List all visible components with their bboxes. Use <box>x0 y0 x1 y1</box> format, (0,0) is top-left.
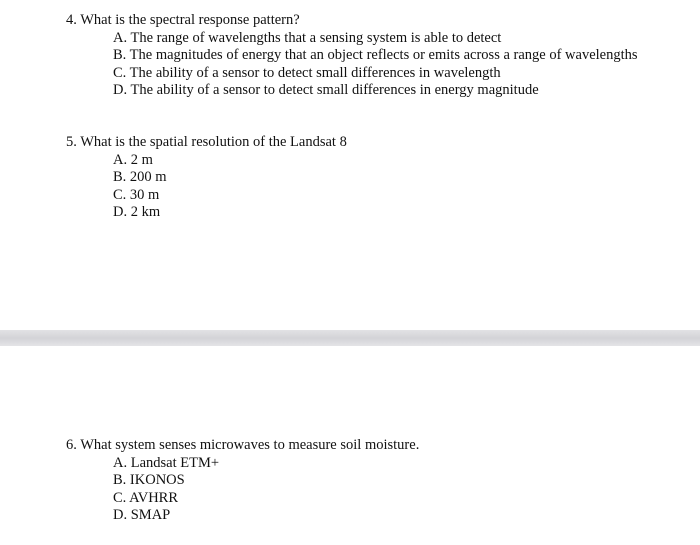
option-text: The range of wavelengths that a sensing system is able to detect <box>130 29 502 46</box>
question-4 <box>66 12 666 100</box>
question-number: 4. <box>66 12 77 28</box>
question-prompt: What system senses microwaves to measure soil moisture. <box>80 437 420 453</box>
answer-option-b <box>113 472 666 490</box>
document-page-bottom <box>0 346 700 545</box>
option-letter: C. <box>113 186 127 203</box>
question-text <box>66 437 666 455</box>
answer-option-a <box>113 152 666 170</box>
option-letter: D. <box>113 507 128 523</box>
question-prompt: What is the spectral response pattern? <box>80 12 300 28</box>
option-text: The ability of a sensor to detect small differences in energy magnitude <box>130 82 539 98</box>
answer-option-a <box>113 455 666 473</box>
option-text: Landsat ETM+ <box>130 454 220 471</box>
question-number: 5. <box>66 134 77 150</box>
answer-options <box>66 30 666 100</box>
question-6 <box>66 437 666 525</box>
option-letter: A. <box>113 29 128 46</box>
question-prompt: What is the spatial resolution of the Landsat 8 <box>80 134 347 150</box>
question-number: 6. <box>66 437 77 453</box>
answer-option-d <box>113 204 666 222</box>
question-text <box>66 12 666 30</box>
option-text: 30 m <box>129 186 160 203</box>
page-separator <box>0 330 700 346</box>
option-text: 2 m <box>130 151 153 168</box>
question-5 <box>66 134 666 222</box>
option-letter: C. <box>113 489 127 506</box>
option-letter: D. <box>113 204 128 220</box>
answer-option-a <box>113 30 666 48</box>
answer-option-c <box>113 490 666 508</box>
option-text: 200 m <box>129 169 167 185</box>
answer-option-d <box>113 507 666 525</box>
option-letter: B. <box>113 169 127 185</box>
option-text: The ability of a sensor to detect small differences in wavelength <box>129 64 501 81</box>
option-letter: D. <box>113 82 128 98</box>
answer-option-d <box>113 82 666 100</box>
answer-option-c <box>113 187 666 205</box>
option-text: IKONOS <box>129 472 185 488</box>
option-text: 2 km <box>130 204 161 220</box>
option-letter: B. <box>113 47 127 63</box>
option-text: AVHRR <box>129 489 179 506</box>
option-letter: C. <box>113 64 127 81</box>
answer-options <box>66 455 666 525</box>
answer-options <box>66 152 666 222</box>
question-text <box>66 134 666 152</box>
option-text: The magnitudes of energy that an object reflects or emits across a range of wavelengths <box>129 47 638 63</box>
option-letter: A. <box>113 151 128 168</box>
answer-option-c <box>113 65 666 83</box>
option-text: SMAP <box>130 507 171 523</box>
answer-option-b <box>113 47 666 65</box>
option-letter: A. <box>113 454 128 471</box>
answer-option-b <box>113 169 666 187</box>
option-letter: B. <box>113 472 127 488</box>
